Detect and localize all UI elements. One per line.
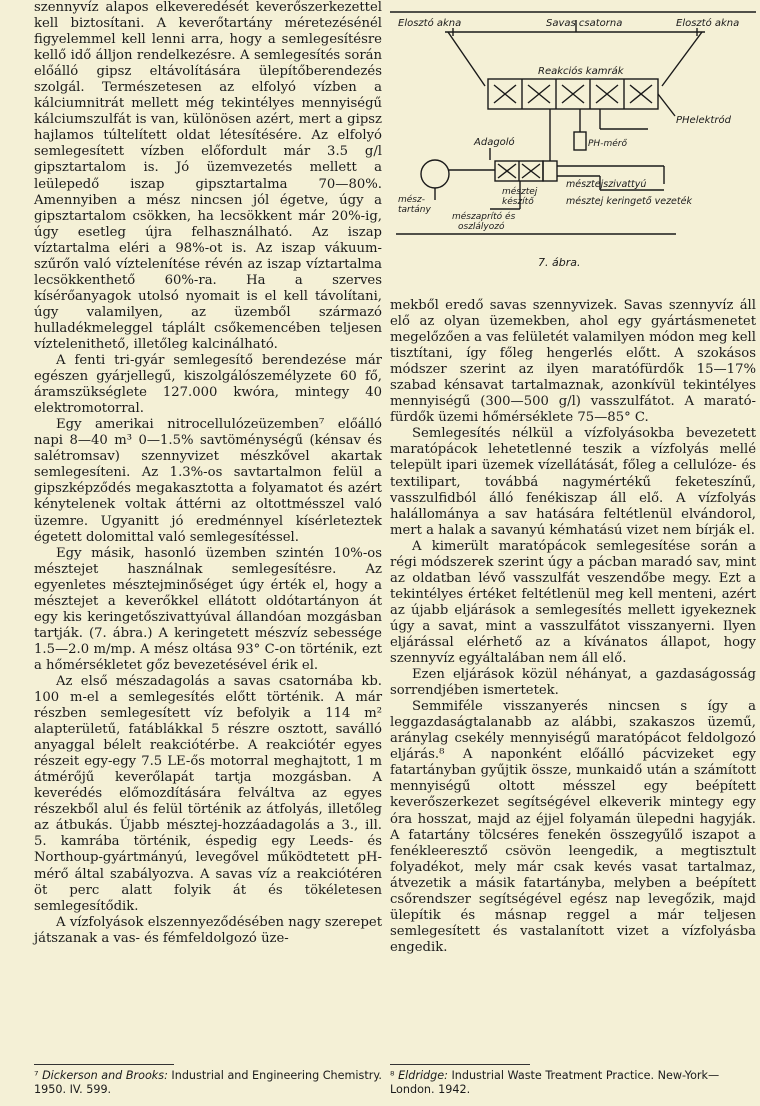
label-ph-mero: PH-mérő (588, 139, 627, 149)
label-ph-elektrod: PHelektród (676, 115, 731, 126)
footnote-number: ⁷ (34, 1069, 39, 1082)
label-reakcios-kamrak: Reakciós kamrák (538, 66, 624, 77)
footnote-rule-left (34, 1064, 174, 1065)
paragraph: A kimerült maratópácok semlegesítése során a régi módszerek szerint úgy a pácban maradó sav, mint az oldatban lévő vasszulfát veszendőbe megy. Ezt a tekintélyes értéket feltétlenül meg kell menteni, azért az újabb eljárások a semlegesítés mellett igyekeznek úgy a savat, mint a vasszulfátot visszanyerni. Ilyen eljárással elérhető az a kívánatos állapot, hogy szennyvíz egyáltalában nem áll elő. (390, 538, 756, 667)
ph-mero-box (574, 132, 586, 150)
label-meszaprito: mészaprító és oszlályozó (452, 212, 516, 232)
footnote-right (390, 1069, 756, 1096)
label-eloszto-akna-right: Elosztó akna (676, 18, 740, 29)
figure-7-diagram (390, 4, 756, 298)
footnote-authors: Eldridge: (398, 1069, 448, 1082)
paragraph: mekből eredő savas szennyvizek. Savas szennyvíz áll elő az olyan üzemekben, ahol egy gyártásmenetet megelőzően a vas felületét valamilyen módon meg kell tisztítani, így főleg hengerlés előtt. A szokásos módszer szerint az ilyen maratófürdők 15—17% szabad kénsavat tartalmaznak, azonkívül tekintélyes mennyiségű (300—500 g/l) vasszulfátot. A marató-fürdők üzemi hőmérséklete 75—85° C. (390, 298, 756, 426)
paragraph: A vízfolyások elszennyeződésében nagy szerepet játszanak a vas- és fémfeldolgozó üze- (34, 914, 382, 946)
footnote-citation: Industrial Waste Treatment Practice. New-York—London. 1942. (390, 1069, 720, 1096)
footnote-left (34, 1069, 382, 1096)
paragraph: A fenti tri-gyár semlegesítő berendezése már egészen gyárjellegű, kiszolgálószemélyzete 60 fő, áramszükséglete 127.000 kwóra, mintegy 40 elektromotorral. (34, 353, 382, 417)
paragraph: Semlegesítés nélkül a vízfolyásokba bevezetett maratópácok lehetetlenné teszik a vízfolyás mellé települt ipari üzemek vízellátását, főleg a cellulóze- és textilipart, továbbá nagymértékű feketeszínű, vasszulfidból álló fenékiszap áll elő. A vízfolyás halállománya a sav hatására feltétlenül elvándorol, mert a halak a savanyú kémhatású vizet nem bírják el. (390, 426, 756, 538)
label-mesztejszivattyu: mésztejszivattyú (566, 179, 647, 190)
label-mesztej-keszito: mésztej készítő (502, 187, 538, 207)
footnote-citation: Industrial and Engineering Chemistry. 1950. IV. 599. (34, 1069, 382, 1096)
footnote-authors: Dickerson and Brooks: (42, 1069, 168, 1082)
right-text-column (390, 298, 756, 956)
paragraph: Az első mészadagolás a savas csatornába kb. 100 m-el a semlegesítés előtt történik. A már részben semlegesített víz befolyik a 114 m² alapterületű, fatáblákkal 5 részre osztott, saválló anyaggal bélelt reakciótérbe. A reakciótér egyes részeit egy-egy 7.5 LE-ős motorral meghajtott, 1 m átmérőjű keverőlapát tartja mozgásban. A keverédés előmozdítására felváltva az egyes részekből alul és felül történik az átfolyás, illetőleg az átbukás. Újabb mésztej-hozzáadagolás a 3., ill. 5. kamrába történik, éspedig egy Leeds- és Northoup-gyártmányú, levegővel működtetett pH-mérő által szabályozva. A savas víz a reakciótéren öt perc alatt folyik át és tökéletesen semlegesítődik. (34, 673, 382, 914)
footnote-rule-right (390, 1064, 530, 1065)
paragraph: Ezen eljárások közül néhányat, a gazdaságosság sorrendjében ismertetek. (390, 667, 756, 699)
mesztartany-circle (421, 160, 449, 188)
paragraph: Semmiféle visszanyerés nincsen s így a leggazdaságtalanabb az alábbi, szakaszos üzemű, aránylag csekély mennyiségű maratópácot feldolgozó eljárás.⁸ A naponként előálló pácvizeket egy fatartányban gyűjtik össze, munkaidő után a számított mennyiségű oltott mésszel egy beépített keverőszerkezet segítségével elkeverik mintegy egy óra hosszat, majd az éjjel folyamán ülepedni hagyják. A fatartány tölcséres fenekén összegyűlő iszapot a fenékleeresztő csövön leengedik, a megtisztult folyadékot, mely már csak kevés vasat tartalmaz, átvezetik a másik fatartányba, melyben a beépített csőrendszer segítségével egész nap levegőzik, majd ülepítik és másnap reggel a már teljesen semlegesített és vastalanított vizet a vízfolyásba engedik. (390, 699, 756, 955)
footnote-number: ⁸ (390, 1069, 395, 1082)
label-adagolo: Adagoló (474, 137, 515, 148)
paragraph: Egy másik, hasonló üzemben szintén 10%-os mésztejet használnak semlegesítésre. Az egyenletes mésztejminőséget úgy érték el, hogy a mésztejet a keverőkkel ellátott oldótartányon át egy kis keringetőszivattyúval állandóan mozgásban tartják. (7. ábra.) A keringetett mészvíz sebessége 1.5—2.0 m/mp. A mész oltása 93° C-on történik, ezt a hőmérsékletet gőz bevezetésével érik el. (34, 545, 382, 673)
label-mesztartany: mész-tartány (398, 195, 431, 215)
paragraph: szennyvíz alapos elkeveredését keverőszerkezettel kell biztosítani. A keverőtartány méretezésénél figyelemmel kell lenni arra, hogy a semlegesítésre kellő idő álljon rendelkezésre. A semlegesítés során előálló gipsz eltávolítására ülepítőberendezés szolgál. Természetesen az elfolyó vízben a kálciumnitrát mellett még tekintélyes mennyiségű kálciumszulfát is van, különösen azért, mert a gipsz hajlamos túltelített oldat létesítésére. Az elfolyó semlegesített vízben előfordult már 3.5 g/l gipsztartalom is. Jó üzemvezetés mellett a leülepedő iszap gipsztartalma 70—80%. Amennyiben a mész nincsen jól égetve, úgy a gipsztartalom csökken, ha lecsökkent már 20%-ig, úgy esetleg újra felhasználható. Az iszap víztartalma eléri a 98%-ot is. Az iszap vákuum-szűrőn való víztelenítése révén az iszap víztartalma lecsökkenthető 60%-ra. Ha a szerves kísérőanyagok utolsó nyomait is el kell távolítani, úgy valamilyen, az üzemből származó hulladékmeleggel táplált csőkemencében teljesen víztelenithető, illetőleg kalcinálható. (34, 0, 382, 352)
label-keringeto-vezetek: mésztej keringető vezeték (566, 196, 692, 207)
label-savas-csatorna: Savas csatorna (546, 18, 623, 29)
figure-caption: 7. ábra. (538, 256, 581, 269)
label-eloszto-akna-left: Elosztó akna (398, 18, 462, 29)
paragraph: Egy amerikai nitrocellulózeüzemben⁷ előálló napi 8—40 m³ 0—1.5% savtöménységű (kénsav és salétromsav) szennyvizet mészkővel akartak semlegesíteni. Az 1.3%-os savtartalmon felül a gipszképződés megakasztotta a folyamatot és azért kénytelenek voltak áttérni az oltottmésszel való üzemre. Ugyanitt jó eredménnyel kísérleteztek égetett dolomittal való semlegesítéssel. (34, 417, 382, 545)
left-text-column (34, 0, 382, 947)
